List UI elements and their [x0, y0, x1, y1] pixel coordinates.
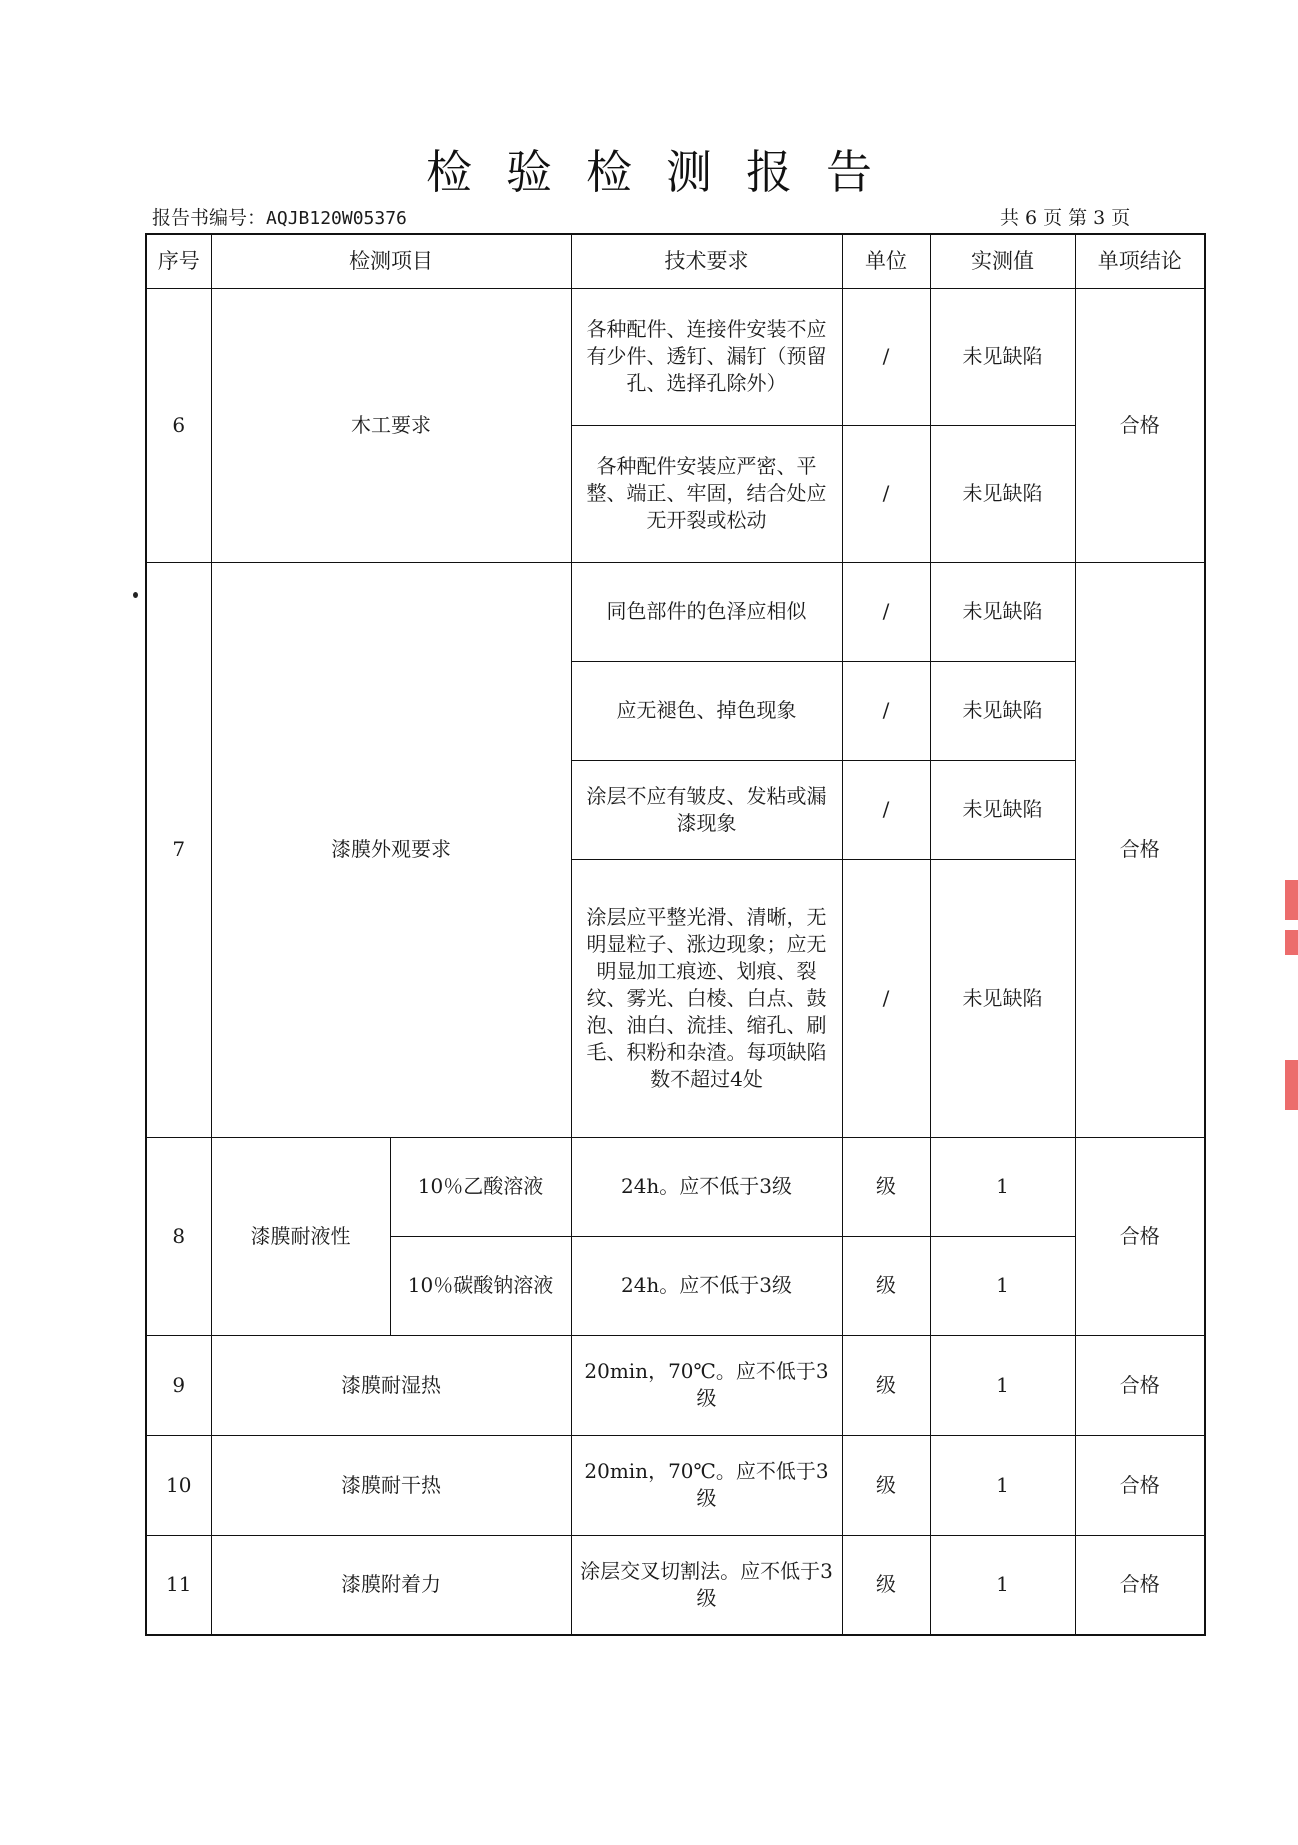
measured-cell: 未见缺陷: [930, 288, 1075, 425]
row-seq: 7: [146, 562, 211, 1137]
report-number-value: AQJB120W05376: [266, 208, 407, 229]
row-item: 漆膜外观要求: [211, 562, 571, 1137]
page-total-suffix: 页: [1043, 207, 1063, 229]
header-unit: 单位: [842, 234, 930, 288]
table-header-row: [146, 234, 1205, 288]
page-total: 6: [1025, 207, 1038, 229]
header-conclusion: 单项结论: [1075, 234, 1205, 288]
unit-cell: 级: [842, 1236, 930, 1335]
row-item: 漆膜附着力: [211, 1535, 571, 1635]
measured-cell: 1: [930, 1137, 1075, 1236]
unit-cell: /: [842, 562, 930, 661]
requirement-cell: 24h。应不低于3级: [571, 1137, 842, 1236]
measured-cell: 1: [930, 1335, 1075, 1435]
requirement-cell: 20min，70℃。应不低于3级: [571, 1435, 842, 1535]
table-row: [146, 1137, 1205, 1236]
table-row: [146, 1535, 1205, 1635]
unit-cell: 级: [842, 1137, 930, 1236]
measured-cell: 1: [930, 1535, 1075, 1635]
table-row: [146, 1335, 1205, 1435]
conclusion-cell: 合格: [1075, 1435, 1205, 1535]
row-seq: 8: [146, 1137, 211, 1335]
unit-cell: 级: [842, 1535, 930, 1635]
requirement-cell: 涂层应平整光滑、清晰，无明显粒子、涨边现象；应无明显加工痕迹、划痕、裂纹、雾光、白棱、白点、鼓泡、油白、流挂、缩孔、刷毛、积粉和杂渣。每项缺陷数不超过4处: [571, 859, 842, 1137]
table-row: [146, 562, 1205, 661]
header-measured: 实测值: [930, 234, 1075, 288]
page-current-prefix: 第: [1068, 207, 1088, 229]
requirement-cell: 24h。应不低于3级: [571, 1236, 842, 1335]
conclusion-cell: 合格: [1075, 562, 1205, 1137]
measured-cell: 未见缺陷: [930, 859, 1075, 1137]
conclusion-cell: 合格: [1075, 1335, 1205, 1435]
header-requirement: 技术要求: [571, 234, 842, 288]
measured-cell: 未见缺陷: [930, 425, 1075, 562]
unit-cell: /: [842, 661, 930, 760]
subitem-cell: 10％乙酸溶液: [390, 1137, 571, 1236]
header-seq: 序号: [146, 234, 211, 288]
stamp-edge-mark: [1285, 880, 1298, 920]
page-current-suffix: 页: [1111, 207, 1131, 229]
requirement-cell: 20min，70℃。应不低于3级: [571, 1335, 842, 1435]
table-row: [146, 1435, 1205, 1535]
unit-cell: 级: [842, 1435, 930, 1535]
row-item: 漆膜耐液性: [211, 1137, 390, 1335]
requirement-cell: 涂层不应有皱皮、发粘或漏漆现象: [571, 760, 842, 859]
page-indicator: [1000, 206, 1136, 230]
requirement-cell: 同色部件的色泽应相似: [571, 562, 842, 661]
requirement-cell: 应无褪色、掉色现象: [571, 661, 842, 760]
measured-cell: 1: [930, 1236, 1075, 1335]
measured-cell: 未见缺陷: [930, 661, 1075, 760]
page-total-prefix: 共: [1000, 207, 1020, 229]
subitem-cell: 10％碳酸钠溶液: [390, 1236, 571, 1335]
scan-speck: [133, 592, 138, 598]
report-title: 检验检测报告: [426, 145, 906, 199]
row-item: 漆膜耐湿热: [211, 1335, 571, 1435]
row-item: 漆膜耐干热: [211, 1435, 571, 1535]
page-current: 3: [1093, 207, 1106, 229]
requirement-cell: 涂层交叉切割法。应不低于3级: [571, 1535, 842, 1635]
conclusion-cell: 合格: [1075, 288, 1205, 562]
report-number: [152, 206, 407, 231]
row-seq: 11: [146, 1535, 211, 1635]
report-table: [145, 233, 1206, 1636]
row-item: 木工要求: [211, 288, 571, 562]
measured-cell: 未见缺陷: [930, 760, 1075, 859]
row-seq: 6: [146, 288, 211, 562]
stamp-edge-mark: [1285, 930, 1298, 955]
measured-cell: 未见缺陷: [930, 562, 1075, 661]
unit-cell: /: [842, 288, 930, 425]
report-number-label: 报告书编号：: [152, 207, 267, 229]
unit-cell: /: [842, 760, 930, 859]
row-seq: 10: [146, 1435, 211, 1535]
unit-cell: 级: [842, 1335, 930, 1435]
conclusion-cell: 合格: [1075, 1137, 1205, 1335]
table-row: [146, 288, 1205, 425]
stamp-edge-mark: [1285, 1060, 1298, 1110]
unit-cell: /: [842, 859, 930, 1137]
measured-cell: 1: [930, 1435, 1075, 1535]
row-seq: 9: [146, 1335, 211, 1435]
header-item: 检测项目: [211, 234, 571, 288]
requirement-cell: 各种配件安装应严密、平整、端正、牢固，结合处应无开裂或松动: [571, 425, 842, 562]
requirement-cell: 各种配件、连接件安装不应有少件、透钉、漏钉（预留孔、选择孔除外）: [571, 288, 842, 425]
conclusion-cell: 合格: [1075, 1535, 1205, 1635]
unit-cell: /: [842, 425, 930, 562]
